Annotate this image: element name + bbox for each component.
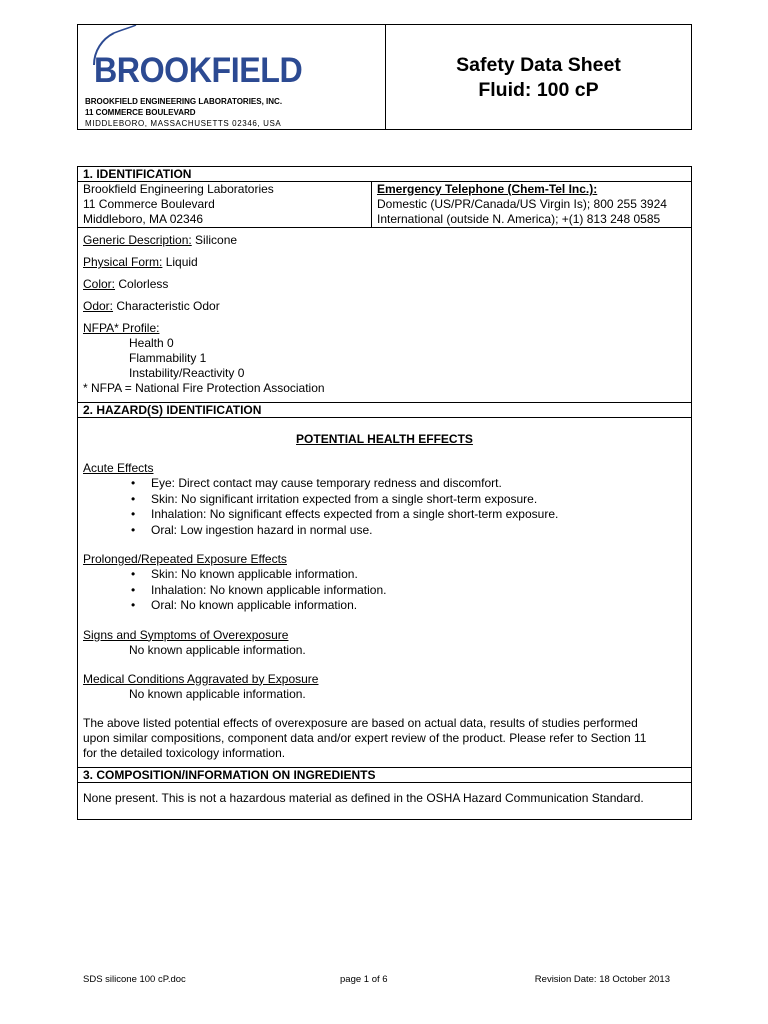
emergency-heading: Emergency Telephone (Chem-Tel Inc.): [377,182,598,196]
emergency-contact [372,182,691,227]
health-effects-title: POTENTIAL HEALTH EFFECTS [296,432,473,446]
section-1-heading: 1. IDENTIFICATION [78,167,691,182]
nfpa-note: * NFPA = National Fire Protection Association [83,381,325,395]
company-address-city: MIDDLEBORO, MASSACHUSETTS 02346, USA [85,119,282,128]
effects-paragraph-line: for the detailed toxicology information. [83,745,286,760]
list-item: • Inhalation: No significant effects expected from a single short-term exposure. [151,507,686,523]
emergency-line: International (outside N. America); +(1) 813 248 0585 [377,212,661,226]
signs-symptoms-text: No known applicable information. [129,642,306,657]
sds-table [77,166,692,820]
signs-symptoms-label: Signs and Symptoms of Overexposure [83,627,289,642]
list-item: • Oral: Low ingestion hazard in normal use. [151,523,686,539]
nfpa-item: Health 0 [129,336,174,350]
list-item: • Eye: Direct contact may cause temporary redness and discomfort. [151,476,686,492]
property-color: Color: Colorless [83,277,169,291]
supplier-line: Middleboro, MA 02346 [83,212,204,226]
emergency-line: Domestic (US/PR/Canada/US Virgin Is); 800 255 3924 [377,197,667,211]
effects-paragraph-line: upon similar compositions, component data and/or expert review of the product. Please refer to Section 11 [83,730,647,745]
list-item: • Skin: No known applicable information. [151,567,686,583]
logo-wordmark: BROOKFIELD [94,51,303,90]
property-physical-form: Physical Form: Liquid [83,255,198,269]
list-item: • Skin: No significant irritation expected from a single short-term exposure. [151,492,686,508]
nfpa-item: Flammability 1 [129,351,207,365]
prolonged-effects-list [83,567,686,614]
document-title: Safety Data Sheet [456,54,621,76]
section-3-heading: 3. COMPOSITION/INFORMATION ON INGREDIENTS [78,767,691,783]
footer-filename: SDS silicone 100 cP.doc [83,974,186,985]
composition-text: None present. This is not a hazardous material as defined in the OSHA Hazard Communication Standard. [83,790,644,805]
identification-row [78,182,691,228]
medical-conditions-label: Medical Conditions Aggravated by Exposure [83,671,319,686]
supplier-address [78,182,372,227]
company-block [78,25,386,129]
document-header [77,24,692,130]
property-generic-description: Generic Description: Silicone [83,233,238,247]
property-odor: Odor: Characteristic Odor [83,299,220,313]
supplier-line: Brookfield Engineering Laboratories [83,182,274,196]
company-address-street: 11 COMMERCE BOULEVARD [85,108,196,117]
hazard-identification [78,418,691,767]
section-2-heading: 2. HAZARD(S) IDENTIFICATION [78,402,691,418]
list-item: • Inhalation: No known applicable information. [151,583,686,599]
footer-page-number: page 1 of 6 [340,974,388,985]
effects-paragraph-line: The above listed potential effects of overexposure are based on actual data, results of studies performed [83,715,638,730]
medical-conditions-text: No known applicable information. [129,686,306,701]
acute-effects-list [83,476,686,538]
product-title: Fluid: 100 cP [478,79,599,101]
list-item: • Oral: No known applicable information. [151,598,686,614]
supplier-line: 11 Commerce Boulevard [83,197,215,211]
nfpa-label: NFPA* Profile: [83,321,160,335]
title-block [386,25,691,129]
company-name: BROOKFIELD ENGINEERING LABORATORIES, INC. [85,97,283,106]
nfpa-item: Instability/Reactivity 0 [129,366,245,380]
acute-effects-label: Acute Effects [83,461,154,475]
prolonged-effects-label: Prolonged/Repeated Exposure Effects [83,552,287,566]
product-properties [78,228,691,402]
footer-revision-date: Revision Date: 18 October 2013 [534,974,670,985]
